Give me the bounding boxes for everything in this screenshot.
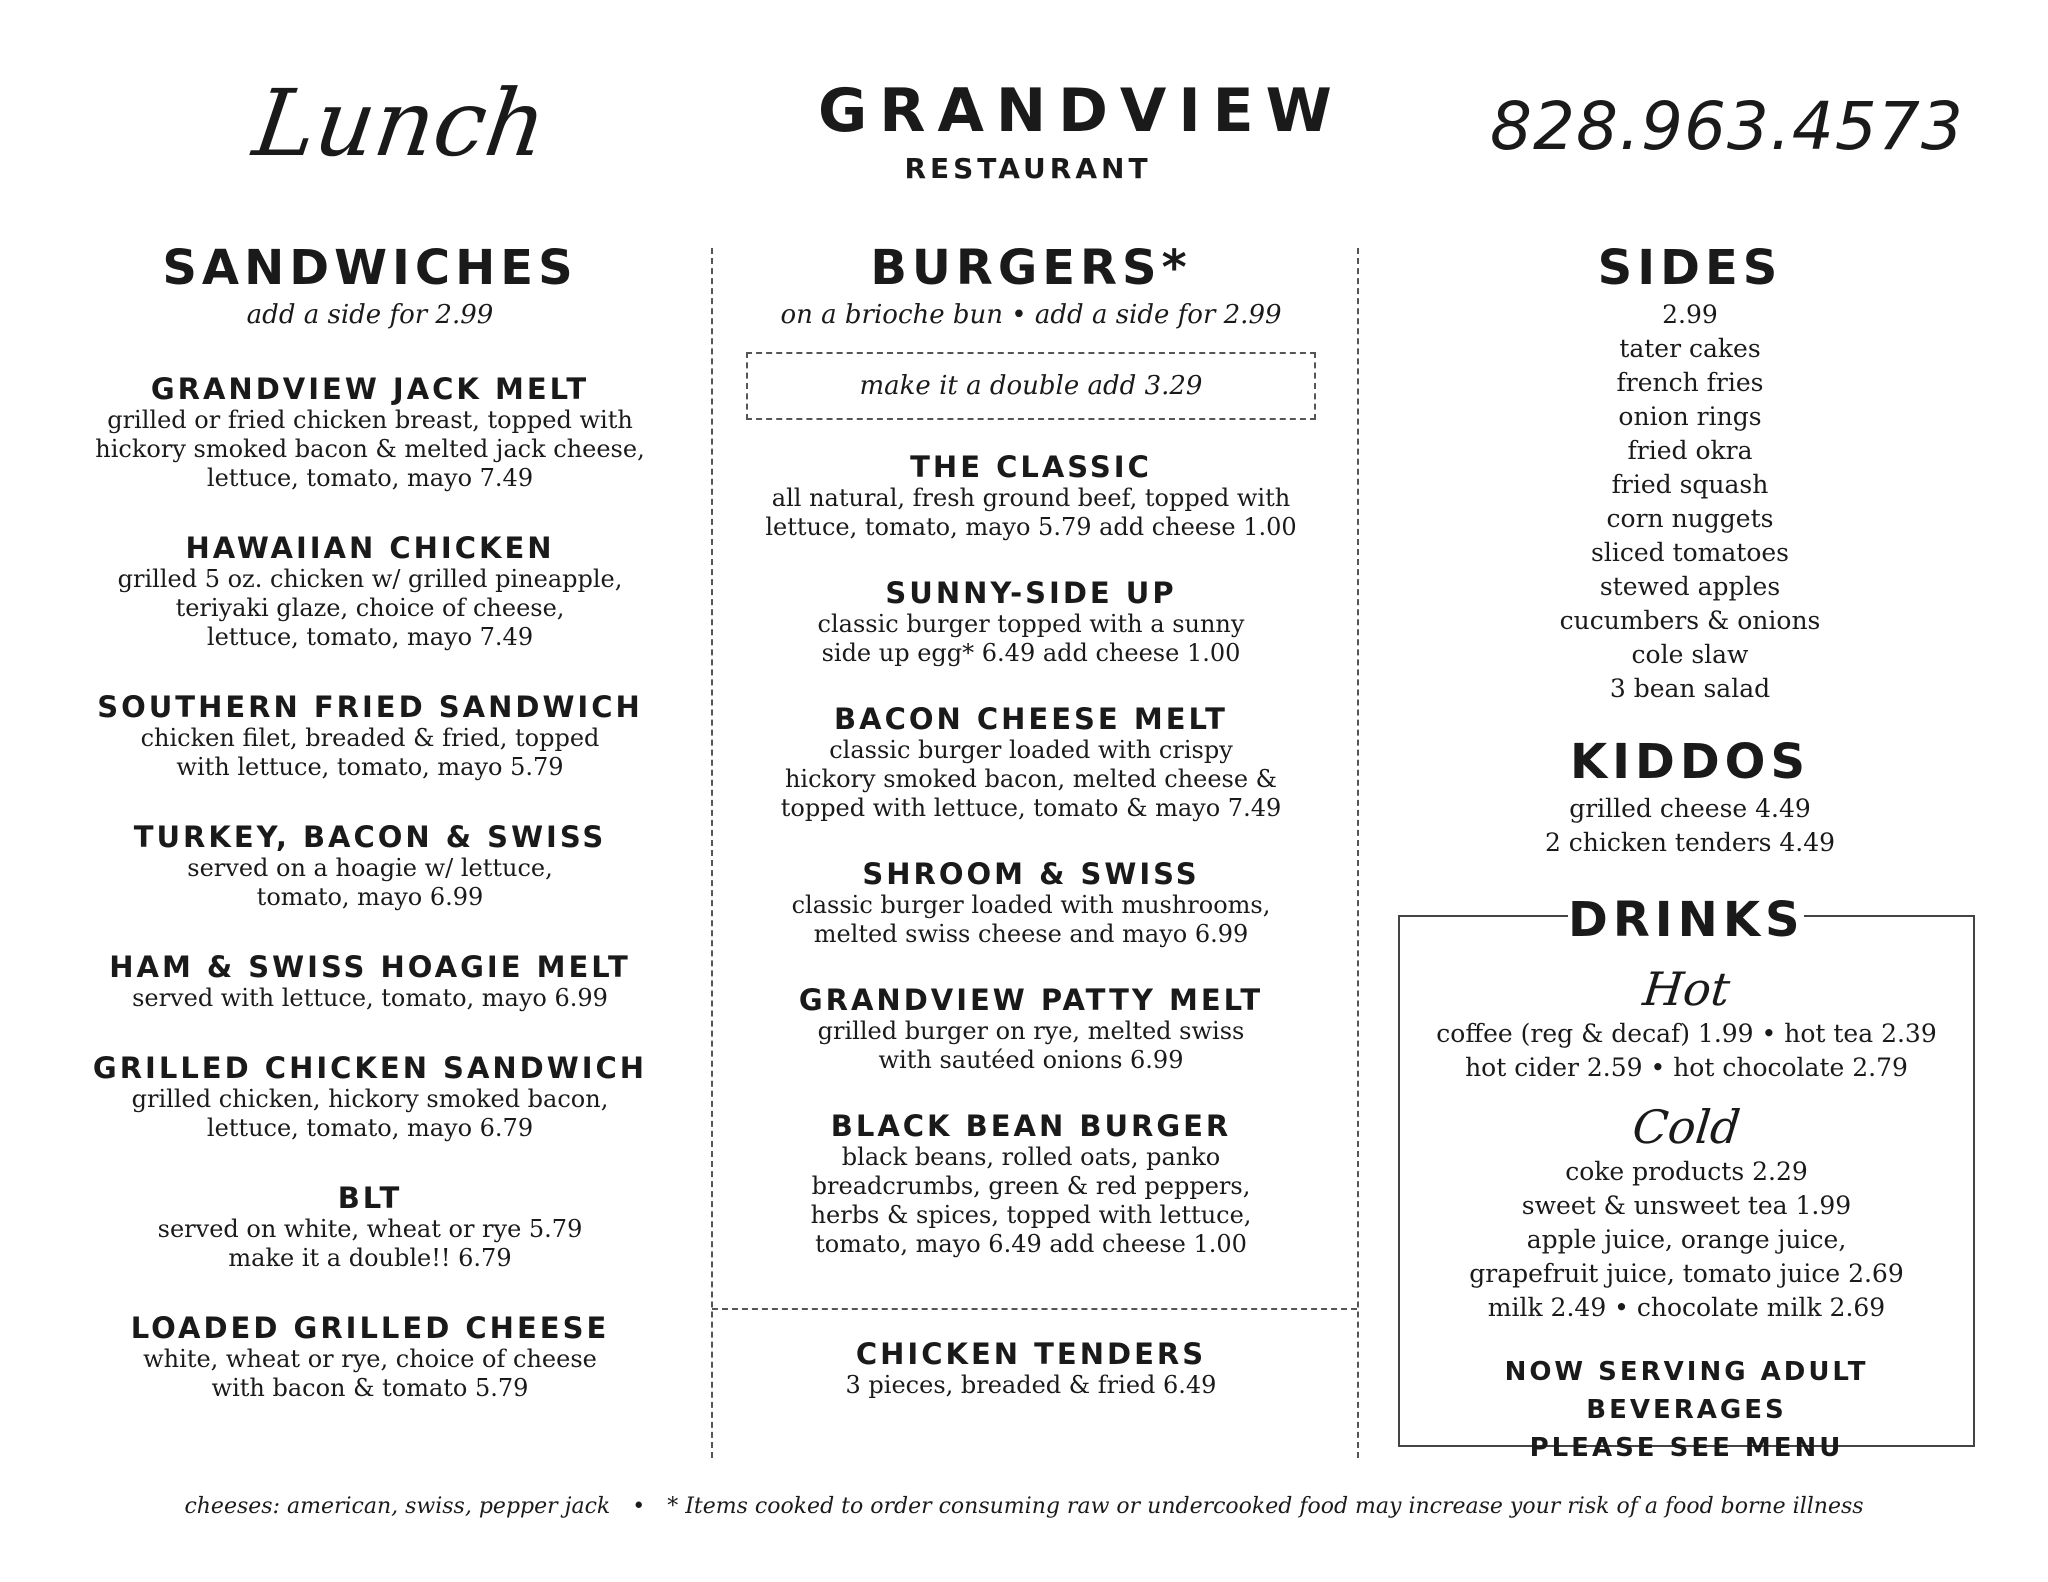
burgers-section <box>712 238 1350 1400</box>
item-desc: served on a hoagie w/ lettuce, <box>187 854 553 882</box>
item-desc: hickory smoked bacon & melted jack cheese, <box>95 435 645 463</box>
drink-line: sweet & unsweet tea 1.99 <box>1521 1191 1852 1220</box>
item-desc: chicken filet, breaded & fried, topped <box>140 724 600 752</box>
item-desc: lettuce, tomato, mayo 7.49 <box>206 623 534 651</box>
item-name: SHROOM & SWISS <box>862 857 1200 891</box>
menu-item <box>712 450 1350 542</box>
menu-item <box>712 857 1350 949</box>
item-name: TURKEY, BACON & SWISS <box>133 820 607 854</box>
drink-line: grapefruit juice, tomato juice 2.69 <box>1469 1259 1904 1288</box>
list-item: tater cakes <box>1619 334 1761 363</box>
item-desc: all natural, fresh ground beef, topped with <box>771 484 1291 512</box>
item-desc: lettuce, tomato, mayo 7.49 <box>206 464 534 492</box>
menu-item <box>55 1181 685 1273</box>
item-desc: tomato, mayo 6.99 <box>256 883 484 911</box>
item-desc: white, wheat or rye, choice of cheese <box>143 1345 597 1373</box>
restaurant-logo <box>818 76 1344 185</box>
list-item: french fries <box>1616 368 1764 397</box>
menu-item <box>55 690 685 782</box>
list-item: 3 bean salad <box>1609 674 1771 703</box>
item-desc: black beans, rolled oats, panko <box>841 1143 1221 1171</box>
list-item: grilled cheese 4.49 <box>1569 794 1811 823</box>
item-desc: grilled burger on rye, melted swiss <box>817 1017 1245 1045</box>
item-name: BACON CHEESE MELT <box>834 702 1228 736</box>
sandwiches-subtitle: add a side for 2.99 <box>246 300 494 330</box>
drink-line: apple juice, orange juice, <box>1526 1225 1847 1254</box>
drink-line: coke products 2.29 <box>1565 1157 1808 1186</box>
drink-line: milk 2.49 • chocolate milk 2.69 <box>1487 1293 1886 1322</box>
item-desc: lettuce, tomato, mayo 5.79 add cheese 1.00 <box>765 513 1297 541</box>
raw-food-warning: * Items cooked to order consuming raw or undercooked food may increase your risk of a food borne illness <box>667 1494 1864 1519</box>
menu-item <box>712 1109 1350 1259</box>
menu-item <box>55 531 685 652</box>
item-desc: classic burger loaded with mushrooms, <box>791 891 1271 919</box>
list-item: stewed apples <box>1599 572 1781 601</box>
burgers-subtitle: on a brioche bun • add a side for 2.99 <box>780 300 1282 330</box>
menu-item <box>55 372 685 493</box>
item-name: GRANDVIEW PATTY MELT <box>798 983 1264 1017</box>
item-desc: with lettuce, tomato, mayo 5.79 <box>176 753 564 781</box>
item-name: HAM & SWISS HOAGIE MELT <box>109 950 631 984</box>
item-desc: with bacon & tomato 5.79 <box>211 1374 529 1402</box>
item-desc: grilled chicken, hickory smoked bacon, <box>131 1085 609 1113</box>
sides-section <box>1380 238 2000 860</box>
menu-item <box>55 1051 685 1143</box>
drinks-content <box>1400 961 1973 1467</box>
drink-line: hot cider 2.59 • hot chocolate 2.79 <box>1465 1053 1908 1082</box>
menu-item <box>712 576 1350 668</box>
item-desc: teriyaki glaze, choice of cheese, <box>175 594 565 622</box>
burgers-title: BURGERS* <box>870 240 1192 296</box>
item-desc: tomato, mayo 6.49 add cheese 1.00 <box>815 1230 1247 1258</box>
item-desc: hickory smoked bacon, melted cheese & <box>784 765 1278 793</box>
kiddos-section <box>1380 732 2000 860</box>
kiddos-title: KIDDOS <box>1569 734 1811 790</box>
item-desc: grilled 5 oz. chicken w/ grilled pineapple, <box>117 565 623 593</box>
item-name: LOADED GRILLED CHEESE <box>130 1311 610 1345</box>
lunch-heading: Lunch <box>247 70 553 177</box>
item-name: BLT <box>337 1181 403 1215</box>
item-desc: classic burger loaded with crispy <box>829 736 1233 764</box>
item-desc: melted swiss cheese and mayo 6.99 <box>813 920 1249 948</box>
column-divider-right <box>1357 248 1359 1458</box>
menu-item <box>55 820 685 912</box>
list-item: cole slaw <box>1631 640 1749 669</box>
list-item: cucumbers & onions <box>1559 606 1821 635</box>
item-desc: served on white, wheat or rye 5.79 <box>157 1215 583 1243</box>
item-name: THE CLASSIC <box>910 450 1152 484</box>
footer-note <box>0 1494 2048 1519</box>
list-item: corn nuggets <box>1606 504 1774 533</box>
footer-bullet: • <box>632 1494 646 1519</box>
list-item: onion rings <box>1618 402 1762 431</box>
drinks-box <box>1398 915 1975 1463</box>
item-desc: with sautéed onions 6.99 <box>878 1046 1184 1074</box>
sandwiches-section <box>55 238 685 1403</box>
menu-item <box>712 702 1350 823</box>
sides-price: 2.99 <box>1662 300 1718 329</box>
item-desc: herbs & spices, topped with lettuce, <box>810 1201 1252 1229</box>
adult-beverages-note: PLEASE SEE MENU <box>1529 1433 1844 1463</box>
item-name: GRANDVIEW JACK MELT <box>150 372 590 406</box>
logo-name: GRANDVIEW <box>818 76 1344 146</box>
sides-title: SIDES <box>1597 240 1783 296</box>
item-name: GRILLED CHICKEN SANDWICH <box>92 1051 648 1085</box>
phone-number: 828.963.4573 <box>1490 88 1964 165</box>
menu-item <box>55 1311 685 1403</box>
drink-line: coffee (reg & decaf) 1.99 • hot tea 2.39 <box>1436 1019 1937 1048</box>
double-note: make it a double add 3.29 <box>859 371 1203 401</box>
item-desc: 3 pieces, breaded & fried 6.49 <box>845 1371 1217 1399</box>
cold-label: Cold <box>1630 1100 1743 1154</box>
hot-label: Hot <box>1640 962 1733 1016</box>
menu-item <box>55 950 685 1013</box>
item-desc: lettuce, tomato, mayo 6.79 <box>206 1114 534 1142</box>
sandwiches-title: SANDWICHES <box>162 240 578 296</box>
item-desc: served with lettuce, tomato, mayo 6.99 <box>132 984 608 1012</box>
list-item: fried squash <box>1611 470 1769 499</box>
item-desc: topped with lettuce, tomato & mayo 7.49 <box>780 794 1282 822</box>
item-desc: side up egg* 6.49 add cheese 1.00 <box>821 639 1241 667</box>
list-item: 2 chicken tenders 4.49 <box>1544 828 1836 857</box>
item-desc: make it a double!! 6.79 <box>228 1244 512 1272</box>
item-name: CHICKEN TENDERS <box>855 1337 1207 1371</box>
menu-item <box>712 983 1350 1075</box>
list-item: fried okra <box>1627 436 1753 465</box>
item-name: BLACK BEAN BURGER <box>830 1109 1232 1143</box>
item-name: SOUTHERN FRIED SANDWICH <box>97 690 643 724</box>
menu-item <box>712 1337 1350 1400</box>
item-desc: classic burger topped with a sunny <box>817 610 1245 638</box>
double-note-box <box>746 352 1316 420</box>
item-name: SUNNY-SIDE UP <box>885 576 1177 610</box>
item-desc: breadcrumbs, green & red peppers, <box>811 1172 1251 1200</box>
adult-beverages-note: NOW SERVING ADULT BEVERAGES <box>1504 1357 1869 1425</box>
list-item: sliced tomatoes <box>1591 538 1789 567</box>
drinks-title: DRINKS <box>1568 892 1805 948</box>
logo-subtitle: RESTAURANT <box>904 152 1152 185</box>
item-name: HAWAIIAN CHICKEN <box>185 531 555 565</box>
item-desc: grilled or fried chicken breast, topped with <box>107 406 633 434</box>
cheeses-note: cheeses: american, swiss, pepper jack <box>184 1494 611 1519</box>
